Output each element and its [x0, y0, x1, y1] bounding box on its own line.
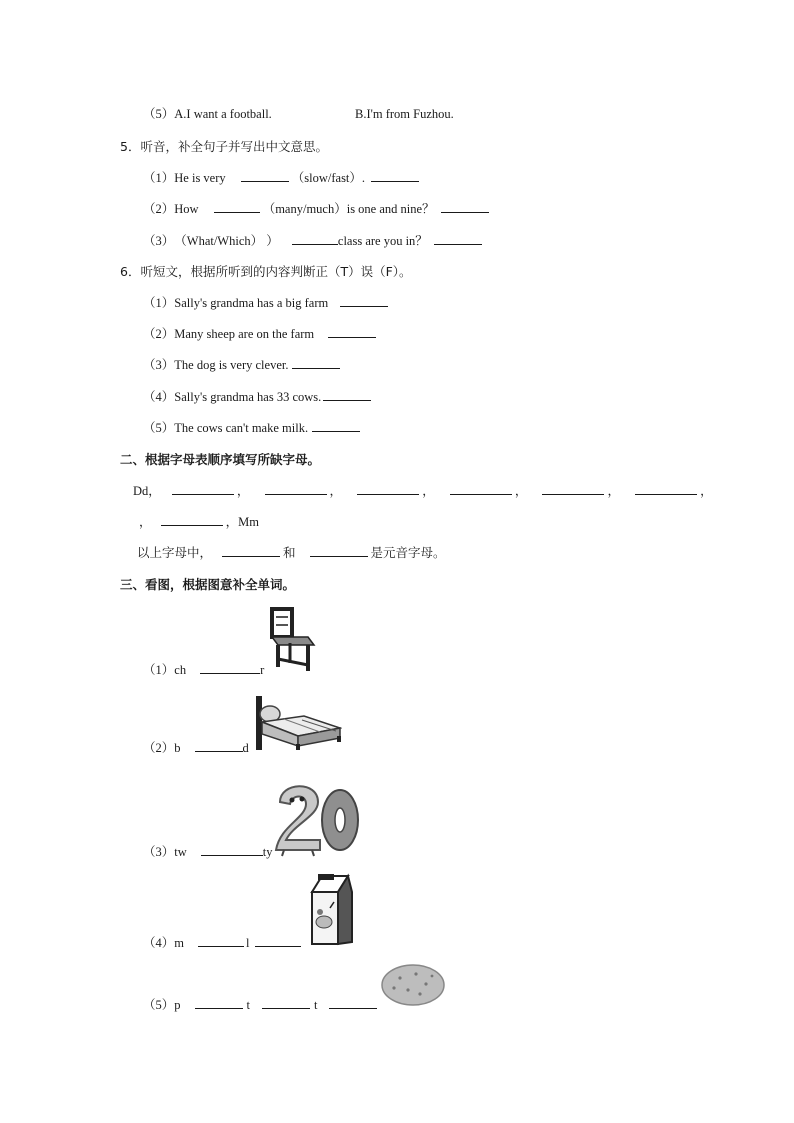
section-2-title: 二、根据字母表顺序填写所缺字母。 — [120, 452, 321, 467]
item-number: （4） — [143, 936, 175, 950]
word-start: m — [174, 936, 184, 950]
alphabet-row-2 — [139, 514, 259, 530]
letter-blank[interactable] — [635, 483, 697, 495]
bed-icon — [254, 694, 342, 752]
item-text: The cows can't make milk. — [174, 421, 309, 435]
word-blank[interactable] — [329, 997, 377, 1009]
item-text: Sally's grandma has 33 cows. — [174, 390, 322, 404]
word-end: ty — [262, 845, 273, 859]
tf-blank[interactable] — [312, 420, 360, 432]
item-number: （1） — [143, 171, 175, 185]
letter-blank[interactable] — [265, 483, 327, 495]
comma: ， — [139, 515, 152, 529]
item-text: How — [174, 202, 199, 216]
q4-item-5 — [143, 106, 272, 122]
item-number: （5） — [143, 421, 175, 435]
q6-item-5 — [143, 420, 363, 436]
word-middle: l — [246, 936, 250, 950]
option-b: B.I'm from Fuzhou. — [355, 107, 454, 121]
q5-item-2 — [143, 201, 492, 217]
letter-blank[interactable] — [172, 483, 234, 495]
letter-end: ，Mm — [225, 515, 259, 529]
chair-icon — [266, 605, 318, 673]
item-hint: （many/much）is one and nine？ — [262, 202, 435, 216]
q5-title: 5．听音，补全句子并写出中文意思。 — [120, 139, 328, 154]
sec3-item-5 — [143, 997, 380, 1013]
word-blank[interactable] — [200, 662, 260, 674]
item-hint: （slow/fast）. — [291, 171, 366, 185]
meaning-blank[interactable] — [441, 201, 489, 213]
alphabet-row-1 — [133, 483, 713, 499]
item-text: The dog is very clever. — [174, 358, 289, 372]
item-number: （1） — [143, 296, 175, 310]
word-blank[interactable] — [255, 935, 301, 947]
sec3-item-1 — [143, 662, 264, 678]
item-number: （2） — [143, 741, 175, 755]
word-middle-2: t — [314, 998, 318, 1012]
word-middle-1: t — [246, 998, 250, 1012]
q6-title: 6．听短文，根据所听到的内容判断正（T）误（F）。 — [120, 264, 412, 279]
answer-blank[interactable] — [214, 201, 260, 213]
q6-item-4 — [143, 389, 374, 405]
tf-blank[interactable] — [328, 326, 376, 338]
word-blank[interactable] — [262, 997, 310, 1009]
vowel-blank[interactable] — [222, 545, 280, 557]
item-text: He is very — [174, 171, 226, 185]
letter-blank[interactable] — [542, 483, 604, 495]
item-hint: class are you in？ — [337, 234, 428, 248]
q5-item-1 — [143, 170, 422, 186]
meaning-blank[interactable] — [434, 233, 482, 245]
item-text: Sally's grandma has a big farm — [174, 296, 329, 310]
tf-blank[interactable] — [323, 389, 371, 401]
item-number: （2） — [143, 202, 175, 216]
comma: ， — [700, 484, 713, 498]
vowel-and: 和 — [283, 545, 296, 560]
letter-start: Dd， — [133, 484, 161, 498]
tf-blank[interactable] — [292, 357, 340, 369]
word-start: tw — [174, 845, 187, 859]
item-number: （3） — [143, 845, 175, 859]
item-text: （What/Which） ） — [174, 234, 279, 248]
sec3-item-2 — [143, 740, 249, 756]
section-3-title: 三、看图，根据图意补全单词。 — [120, 577, 296, 592]
letter-blank[interactable] — [161, 514, 223, 526]
q4-item-5-option-b — [355, 106, 454, 122]
item-number: （3） — [143, 358, 175, 372]
comma: ， — [514, 484, 528, 498]
word-blank[interactable] — [195, 740, 243, 752]
word-end: d — [242, 741, 249, 755]
sec3-item-3 — [143, 844, 273, 860]
answer-blank[interactable] — [292, 233, 338, 245]
tf-blank[interactable] — [340, 295, 388, 307]
answer-blank[interactable] — [241, 170, 289, 182]
q6-item-1 — [143, 295, 391, 311]
milk-carton-icon — [308, 872, 354, 946]
sec3-item-4 — [143, 935, 304, 951]
word-end: r — [260, 663, 265, 677]
number-twenty-icon — [272, 776, 362, 858]
word-blank[interactable] — [195, 997, 243, 1009]
option-a: A.I want a football. — [174, 107, 272, 121]
q6-item-2 — [143, 326, 379, 342]
q5-item-3 — [143, 233, 485, 249]
vowel-blank[interactable] — [310, 545, 368, 557]
item-number: （1） — [143, 663, 175, 677]
comma: ， — [607, 484, 620, 498]
word-start: b — [174, 741, 181, 755]
vowel-suffix: 是元音字母。 — [370, 545, 446, 560]
comma: ， — [329, 484, 343, 498]
vowel-line — [137, 545, 446, 561]
item-number: （3） — [143, 234, 175, 248]
item-text: Many sheep are on the farm — [174, 327, 315, 341]
item-number: （2） — [143, 327, 175, 341]
comma: ， — [236, 484, 250, 498]
meaning-blank[interactable] — [371, 170, 419, 182]
word-blank[interactable] — [198, 935, 244, 947]
vowel-prefix: 以上字母中， — [137, 545, 213, 560]
letter-blank[interactable] — [450, 483, 512, 495]
word-start: p — [174, 998, 181, 1012]
item-number: （5） — [143, 107, 175, 121]
word-blank[interactable] — [201, 844, 263, 856]
q6-item-3 — [143, 357, 343, 373]
comma: ， — [422, 484, 435, 498]
letter-blank[interactable] — [357, 483, 419, 495]
word-start: ch — [174, 663, 187, 677]
item-number: （4） — [143, 390, 175, 404]
potato-icon — [380, 962, 446, 1008]
item-number: （5） — [143, 998, 175, 1012]
